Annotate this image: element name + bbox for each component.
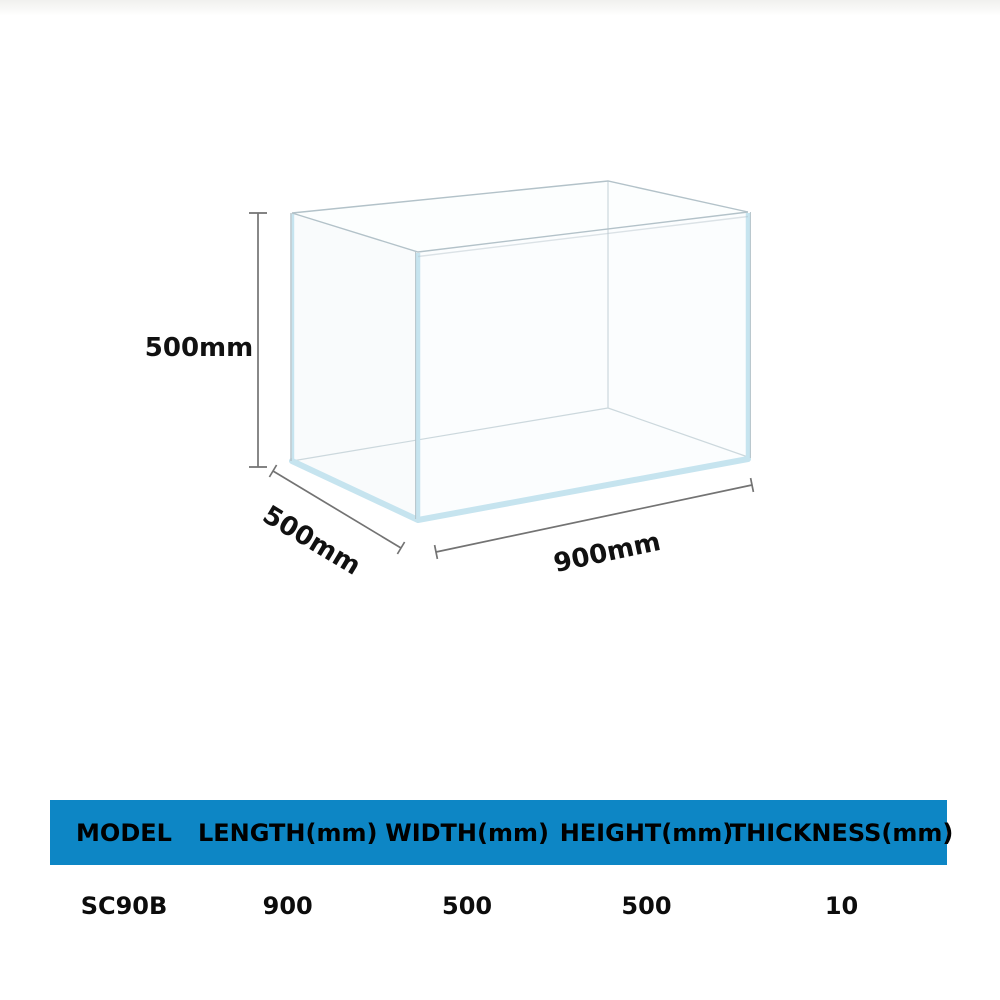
header-thickness: THICKNESS(mm) bbox=[729, 818, 954, 847]
height-dimension-label: 500mm bbox=[144, 333, 254, 363]
header-height: HEIGHT(mm) bbox=[559, 818, 734, 847]
spec-table-header bbox=[50, 800, 954, 865]
value-model: SC90B bbox=[80, 892, 168, 920]
spec-table-row bbox=[50, 865, 947, 947]
tank-front-face bbox=[418, 212, 748, 520]
value-thickness: 10 bbox=[824, 892, 859, 920]
header-model: MODEL bbox=[76, 818, 172, 847]
value-width: 500 bbox=[442, 892, 493, 920]
value-height: 500 bbox=[621, 892, 672, 920]
value-length: 900 bbox=[262, 892, 313, 920]
length-dimension-label: 900mm bbox=[551, 527, 664, 579]
depth-dimension-label: 500mm bbox=[257, 500, 366, 582]
tank-left-face bbox=[292, 213, 418, 520]
header-width: WIDTH(mm) bbox=[385, 818, 549, 847]
spec-table bbox=[50, 800, 954, 947]
header-length: LENGTH(mm) bbox=[197, 818, 378, 847]
